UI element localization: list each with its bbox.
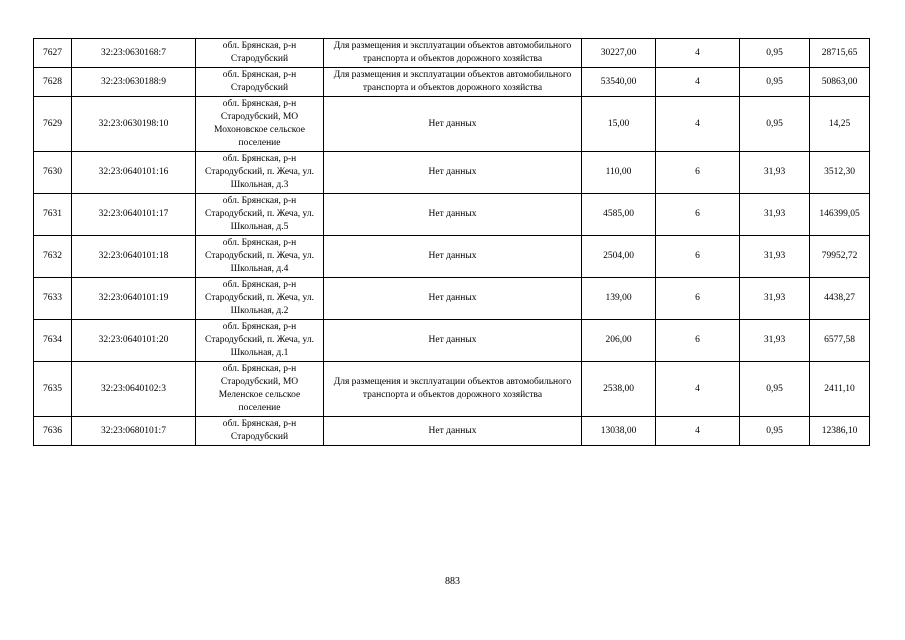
table-row [34,39,870,68]
address-cell: обл. Брянская, р-н Стародубский, п. Жеча, ул. Школьная, д.2 [196,278,324,320]
group-cell: 6 [656,320,740,362]
purpose-cell: Нет данных [324,194,582,236]
address-cell: обл. Брянская, р-н Стародубский, п. Жеча, ул. Школьная, д.5 [196,194,324,236]
purpose-cell: Нет данных [324,278,582,320]
group-cell: 4 [656,39,740,68]
cadastral-table [33,38,870,446]
row-number-cell: 7627 [34,39,72,68]
cadastral-number-cell: 32:23:0640102:3 [72,362,196,417]
area-cell: 15,00 [582,97,656,152]
cadastral-value-cell: 146399,05 [810,194,870,236]
row-number-cell: 7632 [34,236,72,278]
group-cell: 4 [656,97,740,152]
purpose-cell: Нет данных [324,417,582,446]
area-cell: 30227,00 [582,39,656,68]
cadastral-number-cell: 32:23:0630168:7 [72,39,196,68]
cadastral-value-cell: 79952,72 [810,236,870,278]
row-number-cell: 7631 [34,194,72,236]
rate-cell: 31,93 [740,152,810,194]
table-row [34,97,870,152]
page-number: 883 [445,576,460,587]
row-number-cell: 7633 [34,278,72,320]
address-cell: обл. Брянская, р-н Стародубский, п. Жеча, ул. Школьная, д.3 [196,152,324,194]
address-cell: обл. Брянская, р-н Стародубский [196,39,324,68]
cadastral-value-cell: 3512,30 [810,152,870,194]
table-row [34,417,870,446]
area-cell: 2504,00 [582,236,656,278]
address-cell: обл. Брянская, р-н Стародубский [196,417,324,446]
purpose-cell: Для размещения и эксплуатации объектов автомобильного транспорта и объектов дорожного хозяйства [324,362,582,417]
purpose-cell: Для размещения и эксплуатации объектов автомобильного транспорта и объектов дорожного хозяйства [324,39,582,68]
group-cell: 6 [656,278,740,320]
cadastral-number-cell: 32:23:0630188:9 [72,68,196,97]
rate-cell: 31,93 [740,236,810,278]
cadastral-number-cell: 32:23:0640101:16 [72,152,196,194]
area-cell: 13038,00 [582,417,656,446]
purpose-cell: Нет данных [324,236,582,278]
table-row [34,194,870,236]
area-cell: 206,00 [582,320,656,362]
cadastral-value-cell: 12386,10 [810,417,870,446]
table-row [34,278,870,320]
group-cell: 4 [656,417,740,446]
row-number-cell: 7636 [34,417,72,446]
address-cell: обл. Брянская, р-н Стародубский [196,68,324,97]
group-cell: 4 [656,68,740,97]
address-cell: обл. Брянская, р-н Стародубский, п. Жеча, ул. Школьная, д.4 [196,236,324,278]
row-number-cell: 7628 [34,68,72,97]
cadastral-number-cell: 32:23:0640101:19 [72,278,196,320]
cadastral-value-cell: 4438,27 [810,278,870,320]
group-cell: 4 [656,362,740,417]
rate-cell: 31,93 [740,194,810,236]
address-cell: обл. Брянская, р-н Стародубский, МО Меленское сельское поселение [196,362,324,417]
row-number-cell: 7635 [34,362,72,417]
cadastral-number-cell: 32:23:0640101:20 [72,320,196,362]
group-cell: 6 [656,236,740,278]
cadastral-value-cell: 14,25 [810,97,870,152]
rate-cell: 31,93 [740,278,810,320]
purpose-cell: Нет данных [324,152,582,194]
area-cell: 110,00 [582,152,656,194]
table-row [34,68,870,97]
cadastral-number-cell: 32:23:0680101:7 [72,417,196,446]
rate-cell: 0,95 [740,39,810,68]
address-cell: обл. Брянская, р-н Стародубский, п. Жеча, ул. Школьная, д.1 [196,320,324,362]
area-cell: 53540,00 [582,68,656,97]
rate-cell: 0,95 [740,362,810,417]
rate-cell: 0,95 [740,97,810,152]
area-cell: 4585,00 [582,194,656,236]
rate-cell: 0,95 [740,68,810,97]
table-row [34,236,870,278]
area-cell: 139,00 [582,278,656,320]
group-cell: 6 [656,152,740,194]
cadastral-number-cell: 32:23:0630198:10 [72,97,196,152]
table-row [34,320,870,362]
row-number-cell: 7629 [34,97,72,152]
cadastral-value-cell: 50863,00 [810,68,870,97]
group-cell: 6 [656,194,740,236]
table-body [34,39,870,446]
address-cell: обл. Брянская, р-н Стародубский, МО Мохоновское сельское поселение [196,97,324,152]
purpose-cell: Для размещения и эксплуатации объектов автомобильного транспорта и объектов дорожного хозяйства [324,68,582,97]
purpose-cell: Нет данных [324,97,582,152]
cadastral-value-cell: 28715,65 [810,39,870,68]
table-row [34,362,870,417]
cadastral-value-cell: 2411,10 [810,362,870,417]
cadastral-number-cell: 32:23:0640101:17 [72,194,196,236]
rate-cell: 31,93 [740,320,810,362]
rate-cell: 0,95 [740,417,810,446]
area-cell: 2538,00 [582,362,656,417]
purpose-cell: Нет данных [324,320,582,362]
row-number-cell: 7630 [34,152,72,194]
cadastral-value-cell: 6577,58 [810,320,870,362]
table-row [34,152,870,194]
cadastral-number-cell: 32:23:0640101:18 [72,236,196,278]
row-number-cell: 7634 [34,320,72,362]
